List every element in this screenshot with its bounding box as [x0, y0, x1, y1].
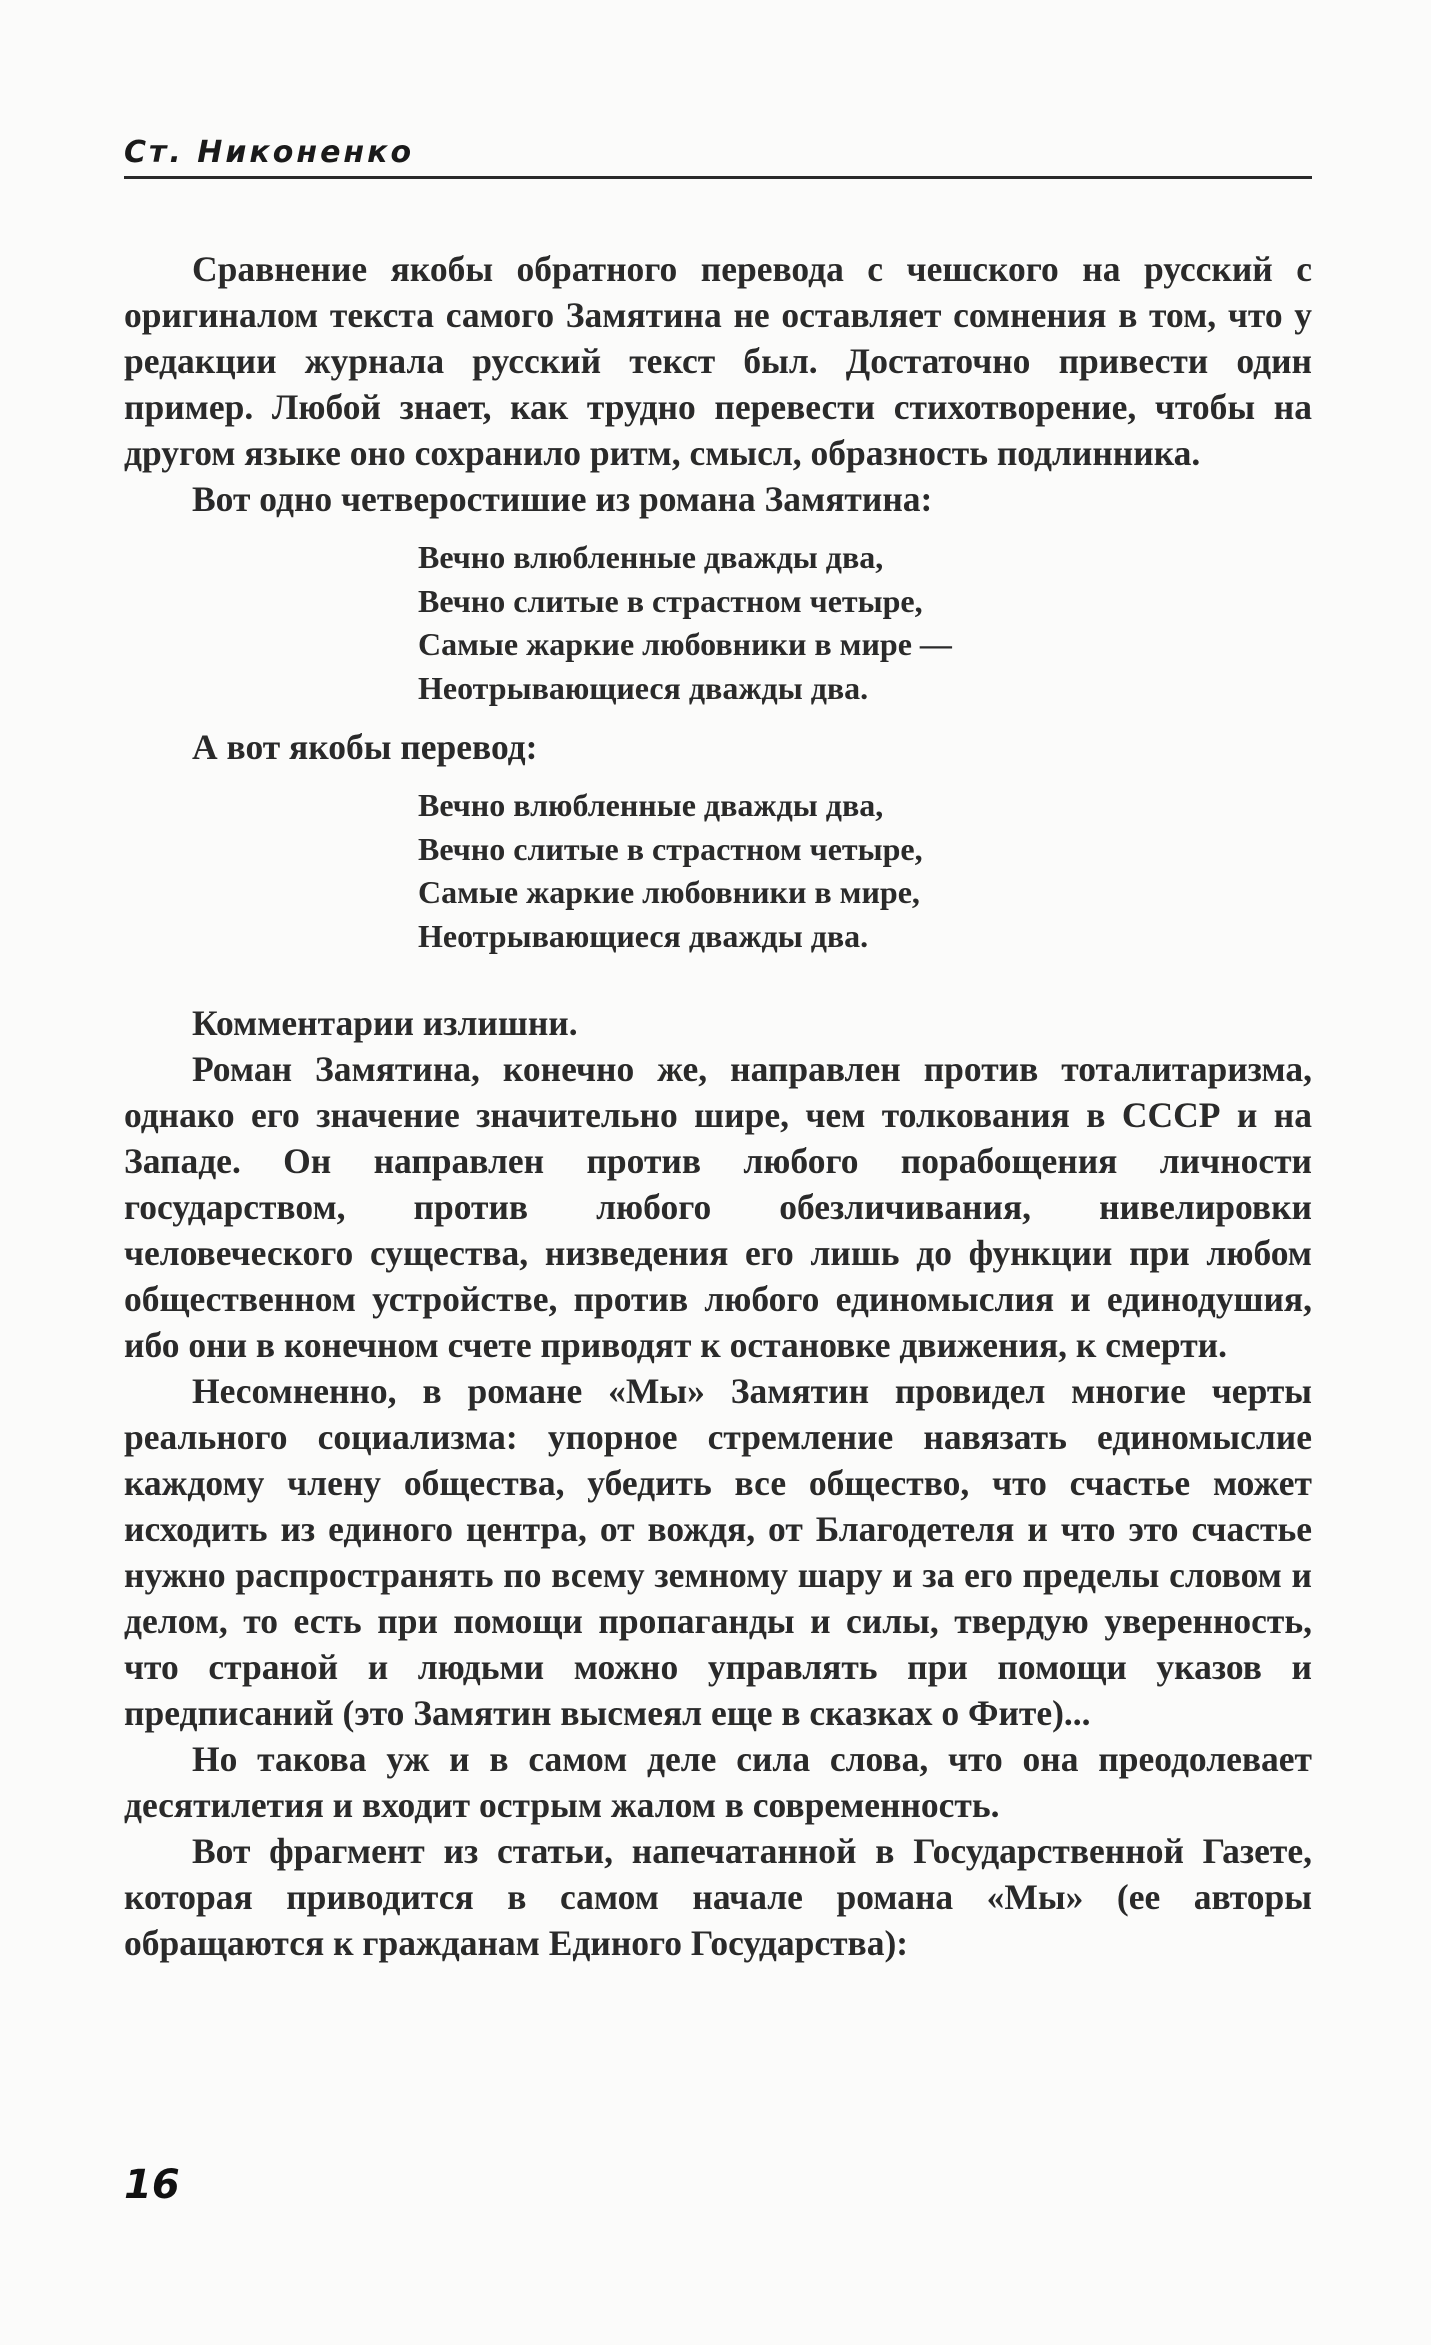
paragraph-5: Роман Замятина, конечно же, направлен против тоталитаризма, однако его значение значительно шире, чем толкования в СССР и на Западе. Он направлен против любого порабощения личности государством, против любого обезличивания, нивелировки человеческого существа, низведения его лишь до функции при любом общественном устройстве, против любого единомыслия и единодушия, ибо они в конечном счете приводят к остановке движения, к смерти.	[124, 1049, 1312, 1365]
verse-translation-line-3: Самые жаркие любовники в мире,	[418, 874, 920, 910]
paragraph-3: А вот якобы перевод:	[192, 727, 538, 767]
verse-original-line-3: Самые жаркие любовники в мире —	[418, 626, 952, 662]
verse-original-line-2: Вечно слитые в страстном четыре,	[418, 582, 923, 619]
verse-original-line-1: Вечно влюбленные дважды два,	[418, 539, 884, 575]
verse-original	[418, 536, 1312, 710]
paragraph-1: Сравнение якобы обратного перевода с чешского на русский с оригиналом текста самого Замятина не оставляет сомнения в том, что у редакции журнала русский текст был. Достаточно привести один пример. Любой знает, как трудно перевести стихотворение, чтобы на другом языке оно сохранило ритм, смысл, образность подлинника.	[124, 249, 1312, 473]
verse-translation-line-4: Неотрывающиеся дважды два.	[418, 917, 869, 954]
verse-translation-line-1: Вечно влюбленные дважды два,	[418, 787, 884, 823]
paragraph-7: Но такова уж и в самом деле сила слова, что она преодолевает десятилетия и входит острым жалом в современность.	[124, 1739, 1312, 1825]
paragraph-6: Несомненно, в романе «Мы» Замятин провидел многие черты реального социализма: упорное стремление навязать единомыслие каждому члену общества, убедить все общество, что счастье может исходить из единого центра, от вождя, от Благодетеля и что это счастье нужно распространять по всему земному шару и за его пределы словом и делом, то есть при помощи пропаганды и силы, твердую уверенность, что страной и людьми можно управлять при помощи указов и предписаний (это Замятин высмеял еще в сказках о Фите)...	[124, 1371, 1312, 1733]
body-text	[124, 246, 1312, 1966]
running-head	[124, 130, 1312, 179]
running-head-author: Ст. Никоненко	[124, 135, 415, 170]
page-number: 16	[124, 2162, 180, 2208]
paragraph-4: Комментарии излишни.	[192, 1003, 578, 1043]
paragraph-2: Вот одно четверостишие из романа Замятина:	[192, 479, 933, 519]
verse-original-line-4: Неотрывающиеся дважды два.	[418, 669, 869, 706]
section-gap	[124, 972, 1312, 1000]
verse-translation	[418, 784, 1312, 958]
paragraph-8: Вот фрагмент из статьи, напечатанной в Государственной Газете, которая приводится в самом начале романа «Мы» (ее авторы обращаются к гражданам Единого Государства):	[124, 1831, 1312, 1963]
verse-translation-line-2: Вечно слитые в страстном четыре,	[418, 830, 923, 867]
